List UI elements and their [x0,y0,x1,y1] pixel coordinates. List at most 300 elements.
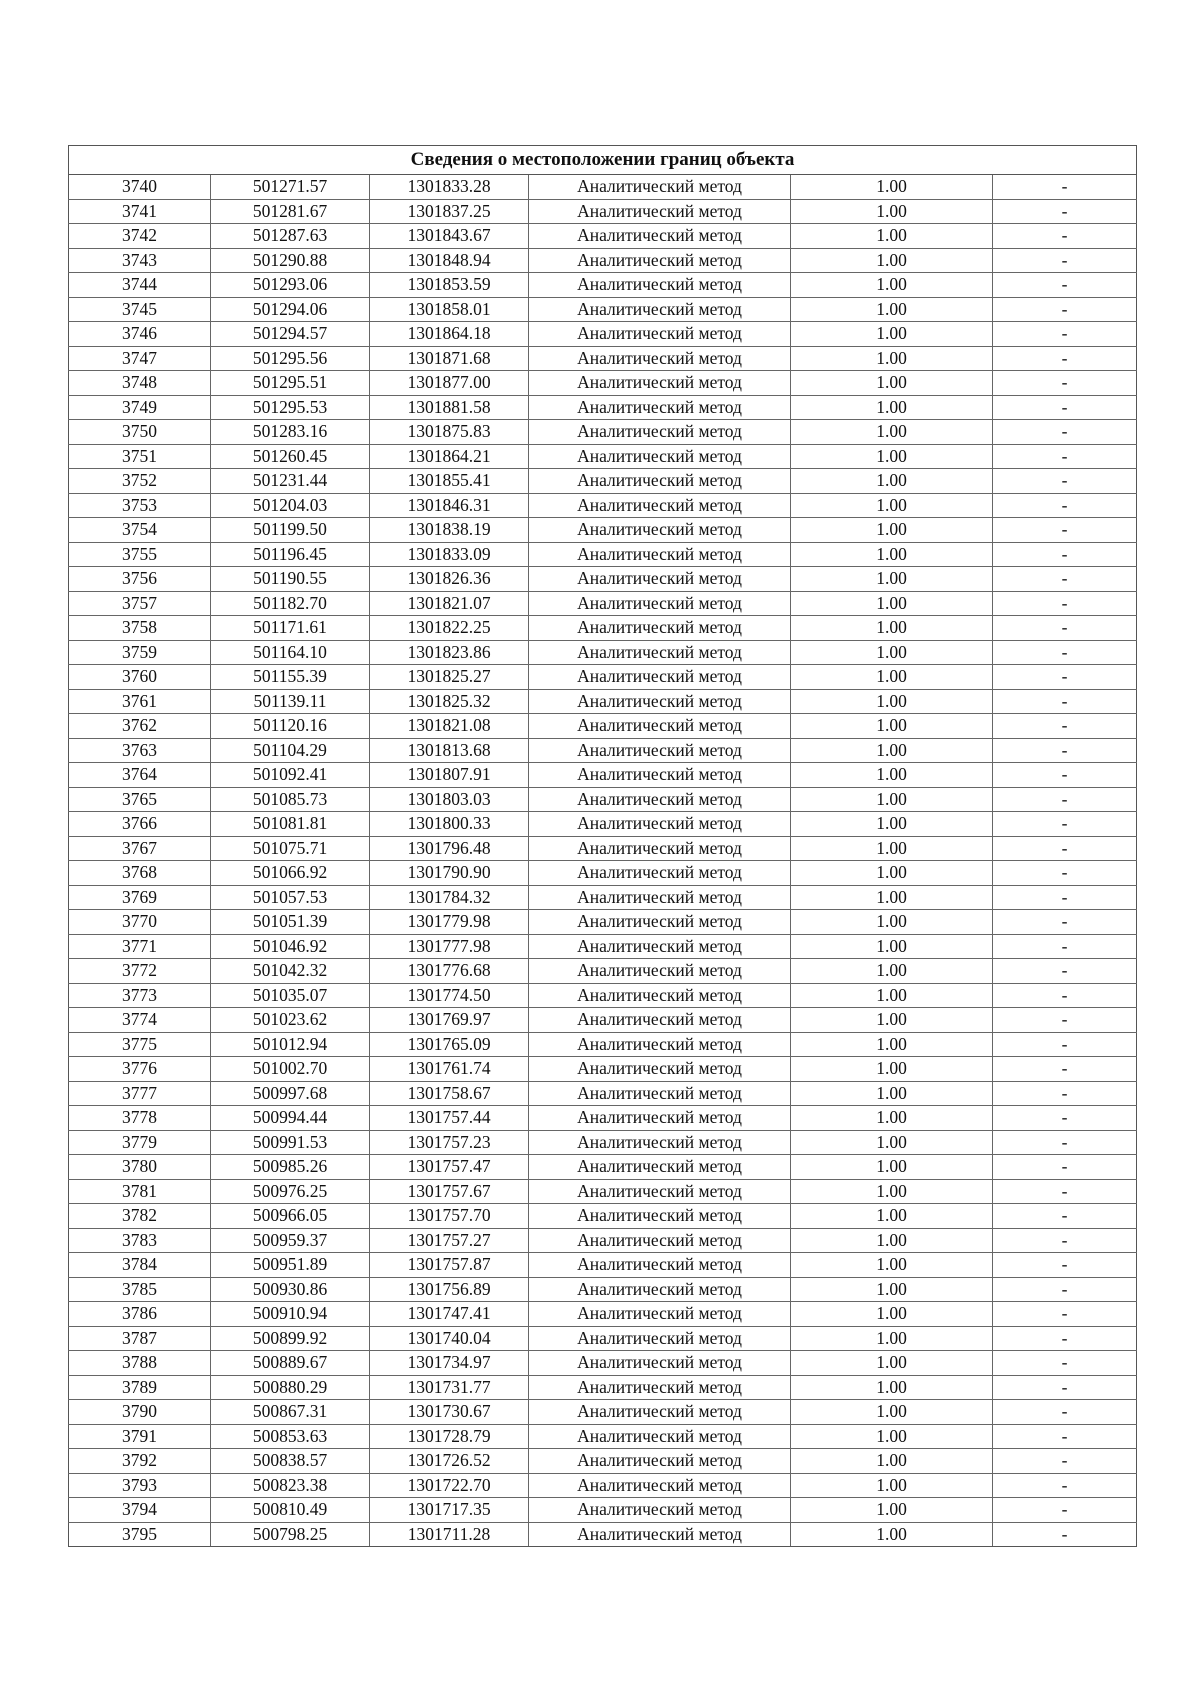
table-row [69,297,1137,322]
x-coordinate-cell: 501046.92 [211,934,370,959]
y-coordinate-cell: 1301821.08 [370,714,529,739]
boundary-coordinates-sheet [68,145,1136,1547]
method-cell: Аналитический метод [529,1130,791,1155]
method-cell: Аналитический метод [529,591,791,616]
point-number-cell: 3767 [69,836,211,861]
method-cell: Аналитический метод [529,910,791,935]
method-cell: Аналитический метод [529,1522,791,1547]
y-coordinate-cell: 1301821.07 [370,591,529,616]
point-number-cell: 3792 [69,1449,211,1474]
point-number-cell: 3779 [69,1130,211,1155]
table-row [69,469,1137,494]
x-coordinate-cell: 501120.16 [211,714,370,739]
x-coordinate-cell: 500810.49 [211,1498,370,1523]
point-number-cell: 3748 [69,371,211,396]
accuracy-cell: 1.00 [791,1179,993,1204]
method-cell: Аналитический метод [529,763,791,788]
x-coordinate-cell: 500853.63 [211,1424,370,1449]
accuracy-cell: 1.00 [791,812,993,837]
y-coordinate-cell: 1301758.67 [370,1081,529,1106]
table-row [69,1179,1137,1204]
table-row [69,763,1137,788]
x-coordinate-cell: 501283.16 [211,420,370,445]
method-cell: Аналитический метод [529,1326,791,1351]
y-coordinate-cell: 1301871.68 [370,346,529,371]
table-row [69,1155,1137,1180]
x-coordinate-cell: 500867.31 [211,1400,370,1425]
description-cell: - [993,542,1137,567]
method-cell: Аналитический метод [529,1277,791,1302]
table-row [69,542,1137,567]
method-cell: Аналитический метод [529,714,791,739]
description-cell: - [993,493,1137,518]
accuracy-cell: 1.00 [791,518,993,543]
x-coordinate-cell: 501204.03 [211,493,370,518]
accuracy-cell: 1.00 [791,1351,993,1376]
point-number-cell: 3776 [69,1057,211,1082]
point-number-cell: 3787 [69,1326,211,1351]
table-row [69,861,1137,886]
point-number-cell: 3794 [69,1498,211,1523]
table-row [69,1032,1137,1057]
y-coordinate-cell: 1301833.09 [370,542,529,567]
y-coordinate-cell: 1301769.97 [370,1008,529,1033]
point-number-cell: 3759 [69,640,211,665]
y-coordinate-cell: 1301875.83 [370,420,529,445]
point-number-cell: 3774 [69,1008,211,1033]
method-cell: Аналитический метод [529,959,791,984]
x-coordinate-cell: 501085.73 [211,787,370,812]
method-cell: Аналитический метод [529,469,791,494]
y-coordinate-cell: 1301757.70 [370,1204,529,1229]
table-row [69,1228,1137,1253]
x-coordinate-cell: 501164.10 [211,640,370,665]
point-number-cell: 3780 [69,1155,211,1180]
point-number-cell: 3762 [69,714,211,739]
description-cell: - [993,1155,1137,1180]
table-row [69,934,1137,959]
y-coordinate-cell: 1301864.21 [370,444,529,469]
x-coordinate-cell: 501023.62 [211,1008,370,1033]
x-coordinate-cell: 500985.26 [211,1155,370,1180]
accuracy-cell: 1.00 [791,714,993,739]
method-cell: Аналитический метод [529,1473,791,1498]
description-cell: - [993,1277,1137,1302]
accuracy-cell: 1.00 [791,959,993,984]
description-cell: - [993,567,1137,592]
y-coordinate-cell: 1301803.03 [370,787,529,812]
table-row [69,248,1137,273]
description-cell: - [993,1057,1137,1082]
y-coordinate-cell: 1301784.32 [370,885,529,910]
y-coordinate-cell: 1301823.86 [370,640,529,665]
point-number-cell: 3742 [69,224,211,249]
y-coordinate-cell: 1301807.91 [370,763,529,788]
y-coordinate-cell: 1301730.67 [370,1400,529,1425]
table-row [69,1130,1137,1155]
accuracy-cell: 1.00 [791,885,993,910]
table-row [69,273,1137,298]
x-coordinate-cell: 500959.37 [211,1228,370,1253]
table-row [69,567,1137,592]
point-number-cell: 3745 [69,297,211,322]
method-cell: Аналитический метод [529,1400,791,1425]
method-cell: Аналитический метод [529,836,791,861]
point-number-cell: 3789 [69,1375,211,1400]
x-coordinate-cell: 501171.61 [211,616,370,641]
table-row [69,1008,1137,1033]
accuracy-cell: 1.00 [791,689,993,714]
point-number-cell: 3768 [69,861,211,886]
x-coordinate-cell: 501295.56 [211,346,370,371]
x-coordinate-cell: 501271.57 [211,175,370,200]
description-cell: - [993,444,1137,469]
table-row [69,1253,1137,1278]
description-cell: - [993,1351,1137,1376]
description-cell: - [993,959,1137,984]
method-cell: Аналитический метод [529,1155,791,1180]
point-number-cell: 3777 [69,1081,211,1106]
method-cell: Аналитический метод [529,224,791,249]
description-cell: - [993,1400,1137,1425]
y-coordinate-cell: 1301756.89 [370,1277,529,1302]
x-coordinate-cell: 500823.38 [211,1473,370,1498]
table-row [69,1498,1137,1523]
accuracy-cell: 1.00 [791,1424,993,1449]
description-cell: - [993,420,1137,445]
accuracy-cell: 1.00 [791,1400,993,1425]
description-cell: - [993,738,1137,763]
accuracy-cell: 1.00 [791,640,993,665]
method-cell: Аналитический метод [529,297,791,322]
method-cell: Аналитический метод [529,1032,791,1057]
y-coordinate-cell: 1301757.27 [370,1228,529,1253]
table-row [69,1081,1137,1106]
point-number-cell: 3756 [69,567,211,592]
y-coordinate-cell: 1301800.33 [370,812,529,837]
point-number-cell: 3755 [69,542,211,567]
y-coordinate-cell: 1301790.90 [370,861,529,886]
y-coordinate-cell: 1301822.25 [370,616,529,641]
accuracy-cell: 1.00 [791,1228,993,1253]
x-coordinate-cell: 501196.45 [211,542,370,567]
accuracy-cell: 1.00 [791,175,993,200]
y-coordinate-cell: 1301777.98 [370,934,529,959]
method-cell: Аналитический метод [529,1498,791,1523]
accuracy-cell: 1.00 [791,469,993,494]
table-row [69,910,1137,935]
point-number-cell: 3751 [69,444,211,469]
x-coordinate-cell: 501199.50 [211,518,370,543]
x-coordinate-cell: 501295.53 [211,395,370,420]
x-coordinate-cell: 501182.70 [211,591,370,616]
table-row [69,836,1137,861]
table-row [69,1204,1137,1229]
method-cell: Аналитический метод [529,420,791,445]
x-coordinate-cell: 500899.92 [211,1326,370,1351]
x-coordinate-cell: 501057.53 [211,885,370,910]
accuracy-cell: 1.00 [791,1449,993,1474]
table-row [69,714,1137,739]
accuracy-cell: 1.00 [791,420,993,445]
description-cell: - [993,395,1137,420]
y-coordinate-cell: 1301711.28 [370,1522,529,1547]
table-row [69,665,1137,690]
description-cell: - [993,1106,1137,1131]
description-cell: - [993,1498,1137,1523]
description-cell: - [993,787,1137,812]
accuracy-cell: 1.00 [791,1498,993,1523]
point-number-cell: 3773 [69,983,211,1008]
description-cell: - [993,175,1137,200]
table-row [69,812,1137,837]
point-number-cell: 3791 [69,1424,211,1449]
accuracy-cell: 1.00 [791,1522,993,1547]
method-cell: Аналитический метод [529,1081,791,1106]
accuracy-cell: 1.00 [791,1326,993,1351]
y-coordinate-cell: 1301722.70 [370,1473,529,1498]
accuracy-cell: 1.00 [791,1253,993,1278]
point-number-cell: 3786 [69,1302,211,1327]
description-cell: - [993,518,1137,543]
method-cell: Аналитический метод [529,812,791,837]
table-row [69,1375,1137,1400]
accuracy-cell: 1.00 [791,1473,993,1498]
accuracy-cell: 1.00 [791,1106,993,1131]
point-number-cell: 3770 [69,910,211,935]
description-cell: - [993,1130,1137,1155]
point-number-cell: 3740 [69,175,211,200]
method-cell: Аналитический метод [529,1424,791,1449]
description-cell: - [993,1179,1137,1204]
description-cell: - [993,616,1137,641]
y-coordinate-cell: 1301825.27 [370,665,529,690]
x-coordinate-cell: 501042.32 [211,959,370,984]
method-cell: Аналитический метод [529,1253,791,1278]
table-row [69,787,1137,812]
method-cell: Аналитический метод [529,248,791,273]
table-row [69,1473,1137,1498]
table-row [69,616,1137,641]
accuracy-cell: 1.00 [791,1057,993,1082]
y-coordinate-cell: 1301731.77 [370,1375,529,1400]
accuracy-cell: 1.00 [791,591,993,616]
accuracy-cell: 1.00 [791,224,993,249]
accuracy-cell: 1.00 [791,616,993,641]
x-coordinate-cell: 501190.55 [211,567,370,592]
point-number-cell: 3795 [69,1522,211,1547]
x-coordinate-cell: 501290.88 [211,248,370,273]
method-cell: Аналитический метод [529,346,791,371]
accuracy-cell: 1.00 [791,199,993,224]
table-row [69,591,1137,616]
accuracy-cell: 1.00 [791,444,993,469]
method-cell: Аналитический метод [529,518,791,543]
description-cell: - [993,714,1137,739]
description-cell: - [993,297,1137,322]
x-coordinate-cell: 501281.67 [211,199,370,224]
accuracy-cell: 1.00 [791,273,993,298]
table-row [69,983,1137,1008]
x-coordinate-cell: 501081.81 [211,812,370,837]
x-coordinate-cell: 501260.45 [211,444,370,469]
accuracy-cell: 1.00 [791,934,993,959]
x-coordinate-cell: 500976.25 [211,1179,370,1204]
accuracy-cell: 1.00 [791,1204,993,1229]
point-number-cell: 3769 [69,885,211,910]
point-number-cell: 3785 [69,1277,211,1302]
point-number-cell: 3744 [69,273,211,298]
point-number-cell: 3757 [69,591,211,616]
point-number-cell: 3747 [69,346,211,371]
method-cell: Аналитический метод [529,983,791,1008]
x-coordinate-cell: 501287.63 [211,224,370,249]
description-cell: - [993,322,1137,347]
table-row [69,224,1137,249]
x-coordinate-cell: 501295.51 [211,371,370,396]
table-body [69,175,1137,1547]
x-coordinate-cell: 501051.39 [211,910,370,935]
accuracy-cell: 1.00 [791,738,993,763]
point-number-cell: 3753 [69,493,211,518]
table-row [69,175,1137,200]
point-number-cell: 3758 [69,616,211,641]
accuracy-cell: 1.00 [791,1302,993,1327]
description-cell: - [993,248,1137,273]
point-number-cell: 3750 [69,420,211,445]
y-coordinate-cell: 1301855.41 [370,469,529,494]
x-coordinate-cell: 501035.07 [211,983,370,1008]
table-row [69,1057,1137,1082]
x-coordinate-cell: 501075.71 [211,836,370,861]
x-coordinate-cell: 500966.05 [211,1204,370,1229]
x-coordinate-cell: 500910.94 [211,1302,370,1327]
y-coordinate-cell: 1301774.50 [370,983,529,1008]
description-cell: - [993,665,1137,690]
accuracy-cell: 1.00 [791,763,993,788]
table-row [69,959,1137,984]
x-coordinate-cell: 500798.25 [211,1522,370,1547]
accuracy-cell: 1.00 [791,346,993,371]
point-number-cell: 3766 [69,812,211,837]
accuracy-cell: 1.00 [791,1081,993,1106]
x-coordinate-cell: 500951.89 [211,1253,370,1278]
method-cell: Аналитический метод [529,1106,791,1131]
table-title-row [69,146,1137,175]
accuracy-cell: 1.00 [791,395,993,420]
description-cell: - [993,934,1137,959]
accuracy-cell: 1.00 [791,787,993,812]
y-coordinate-cell: 1301757.44 [370,1106,529,1131]
method-cell: Аналитический метод [529,861,791,886]
description-cell: - [993,1253,1137,1278]
description-cell: - [993,1424,1137,1449]
y-coordinate-cell: 1301757.67 [370,1179,529,1204]
point-number-cell: 3771 [69,934,211,959]
description-cell: - [993,1449,1137,1474]
x-coordinate-cell: 501294.57 [211,322,370,347]
accuracy-cell: 1.00 [791,297,993,322]
point-number-cell: 3749 [69,395,211,420]
x-coordinate-cell: 501139.11 [211,689,370,714]
y-coordinate-cell: 1301877.00 [370,371,529,396]
table-row [69,1302,1137,1327]
description-cell: - [993,1473,1137,1498]
y-coordinate-cell: 1301757.23 [370,1130,529,1155]
accuracy-cell: 1.00 [791,665,993,690]
accuracy-cell: 1.00 [791,1008,993,1033]
accuracy-cell: 1.00 [791,567,993,592]
method-cell: Аналитический метод [529,1375,791,1400]
description-cell: - [993,273,1137,298]
table-row [69,444,1137,469]
boundary-coordinates-table [68,145,1137,1547]
table-row [69,1277,1137,1302]
description-cell: - [993,812,1137,837]
table-row [69,1522,1137,1547]
method-cell: Аналитический метод [529,175,791,200]
point-number-cell: 3781 [69,1179,211,1204]
x-coordinate-cell: 501231.44 [211,469,370,494]
y-coordinate-cell: 1301757.47 [370,1155,529,1180]
point-number-cell: 3752 [69,469,211,494]
y-coordinate-cell: 1301796.48 [370,836,529,861]
y-coordinate-cell: 1301864.18 [370,322,529,347]
description-cell: - [993,469,1137,494]
y-coordinate-cell: 1301726.52 [370,1449,529,1474]
x-coordinate-cell: 501092.41 [211,763,370,788]
method-cell: Аналитический метод [529,738,791,763]
point-number-cell: 3788 [69,1351,211,1376]
method-cell: Аналитический метод [529,322,791,347]
method-cell: Аналитический метод [529,1008,791,1033]
point-number-cell: 3754 [69,518,211,543]
table-row [69,640,1137,665]
method-cell: Аналитический метод [529,1449,791,1474]
point-number-cell: 3741 [69,199,211,224]
y-coordinate-cell: 1301728.79 [370,1424,529,1449]
y-coordinate-cell: 1301826.36 [370,567,529,592]
description-cell: - [993,1326,1137,1351]
y-coordinate-cell: 1301813.68 [370,738,529,763]
table-row [69,1351,1137,1376]
x-coordinate-cell: 501066.92 [211,861,370,886]
description-cell: - [993,1375,1137,1400]
description-cell: - [993,763,1137,788]
description-cell: - [993,346,1137,371]
method-cell: Аналитический метод [529,885,791,910]
description-cell: - [993,1032,1137,1057]
y-coordinate-cell: 1301853.59 [370,273,529,298]
description-cell: - [993,885,1137,910]
accuracy-cell: 1.00 [791,248,993,273]
table-row [69,1400,1137,1425]
y-coordinate-cell: 1301881.58 [370,395,529,420]
y-coordinate-cell: 1301833.28 [370,175,529,200]
accuracy-cell: 1.00 [791,322,993,347]
y-coordinate-cell: 1301848.94 [370,248,529,273]
method-cell: Аналитический метод [529,1179,791,1204]
table-row [69,1326,1137,1351]
point-number-cell: 3782 [69,1204,211,1229]
y-coordinate-cell: 1301717.35 [370,1498,529,1523]
method-cell: Аналитический метод [529,665,791,690]
method-cell: Аналитический метод [529,1057,791,1082]
table-row [69,493,1137,518]
accuracy-cell: 1.00 [791,910,993,935]
table-row [69,346,1137,371]
point-number-cell: 3765 [69,787,211,812]
